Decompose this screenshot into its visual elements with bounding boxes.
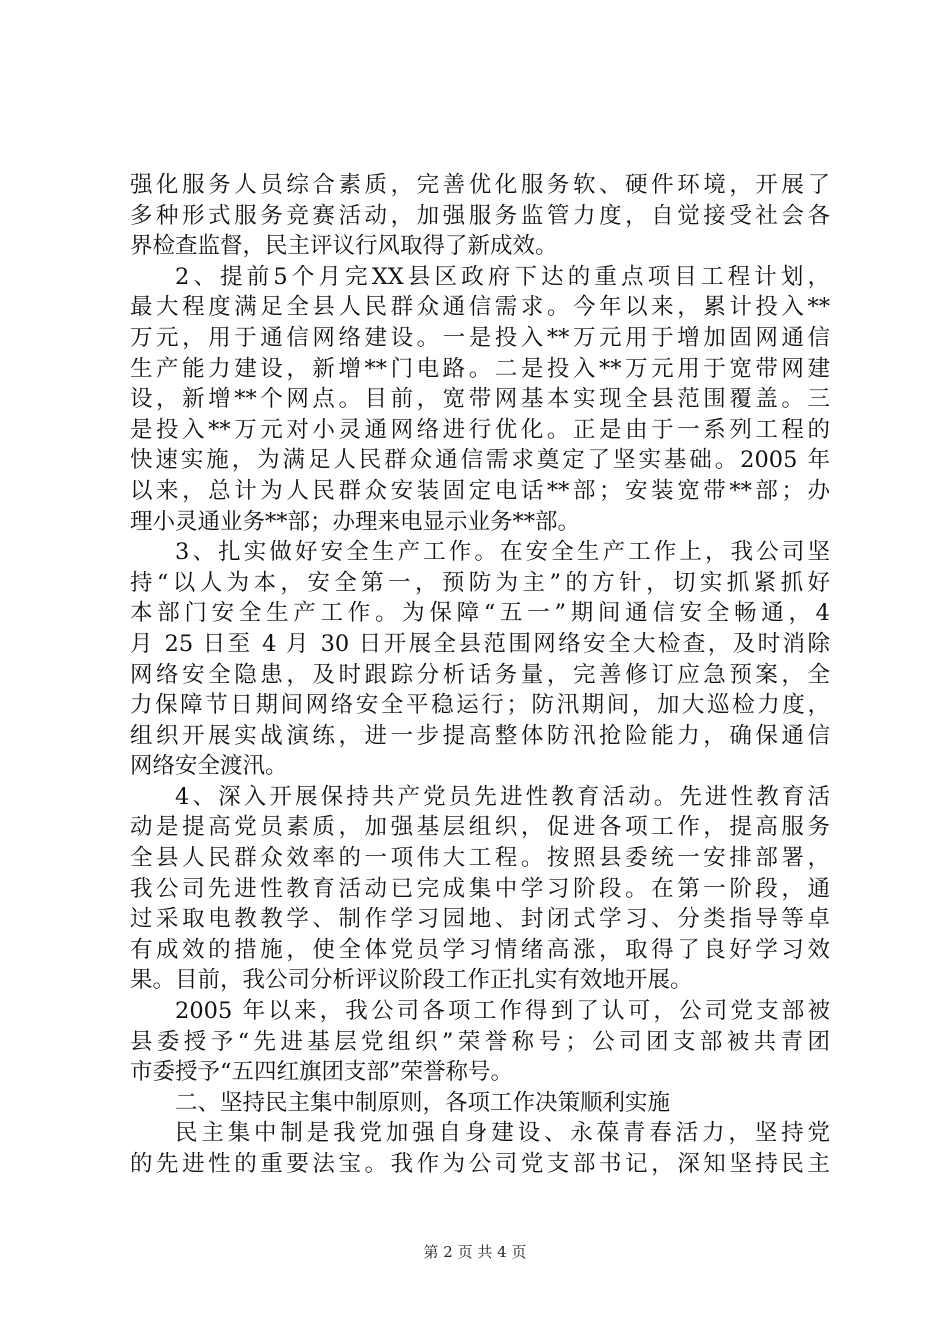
- text-line: 民主集中制是我党加强自身建设、永葆青春活力，坚持党: [175, 1120, 830, 1147]
- text-line: 网络安全渡汛。: [130, 753, 288, 780]
- text-line: 是投入**万元对小灵通网络进行优化。正是由于一系列工程的: [130, 416, 830, 443]
- text-line: 力保障节日期间网络安全平稳运行；防汛期间，加大巡检力度，: [130, 692, 830, 719]
- text-line: 的先进性的重要法宝。我作为公司党支部书记，深知坚持民主: [130, 1151, 830, 1177]
- text-line: 理小灵通业务**部；办理来电显示业务**部。: [130, 508, 581, 535]
- text-line: 强化服务人员综合素质，完善优化服务软、硬件环境，开展了: [130, 172, 830, 198]
- text-line: 过采取电教教学、制作学习园地、封闭式学习、分类指导等卓: [130, 906, 830, 933]
- text-line: 2、提前5个月完XX县区政府下达的重点项目工程计划，: [175, 263, 830, 290]
- body-text: [130, 170, 830, 1180]
- text-line: 最大程度满足全县人民群众通信需求。今年以来，累计投入**: [130, 294, 830, 321]
- text-line: 生产能力建设，新增**门电路。二是投入**万元用于宽带网建: [130, 355, 830, 382]
- page-footer: 第 2 页 共 4 页: [423, 1243, 527, 1261]
- text-line: 4、深入开展保持共产党员先进性教育活动。先进性教育活: [175, 783, 830, 810]
- text-line: 持“以人为本，安全第一，预防为主”的方针，切实抓紧抓好: [130, 569, 830, 596]
- text-line: 月 25 日至 4 月 30 日开展全县范围网络安全大检查，及时消除: [130, 630, 830, 657]
- text-line: 3、扎实做好安全生产工作。在安全生产工作上，我公司坚: [175, 539, 830, 566]
- text-line: 二、坚持民主集中制原则，各项工作决策顺利实施: [175, 1089, 671, 1116]
- text-line: 市委授予“五四红旗团支部”荣誉称号。: [130, 1059, 514, 1086]
- text-line: 县委授予“先进基层党组织”荣誉称号；公司团支部被共青团: [130, 1028, 830, 1055]
- text-line: 组织开展实战演练，进一步提高整体防汛抢险能力，确保通信: [130, 722, 830, 749]
- text-line: 全县人民群众效率的一项伟大工程。按照县委统一安排部署，: [130, 845, 830, 872]
- text-line: 快速实施，为满足人民群众通信需求奠定了坚实基础。2005 年: [130, 447, 830, 474]
- text-line: 万元，用于通信网络建设。一是投入**万元用于增加固网通信: [130, 324, 830, 351]
- text-line: 网络安全隐患，及时跟踪分析话务量，完善修订应急预案，全: [130, 661, 830, 688]
- text-line: 动是提高党员素质，加强基层组织，促进各项工作，提高服务: [130, 814, 830, 841]
- text-line: 界检查监督，民主评议行风取得了新成效。: [130, 233, 558, 260]
- text-line: 本部门安全生产工作。为保障“五一”期间通信安全畅通，4: [130, 600, 830, 627]
- text-line: 以来，总计为人民群众安装固定电话**部；安装宽带**部；办: [130, 477, 830, 504]
- text-line: 有成效的措施，使全体党员学习情绪高涨，取得了良好学习效: [130, 936, 830, 963]
- text-line: 2005 年以来，我公司各项工作得到了认可，公司党支部被: [175, 998, 830, 1025]
- text-line: 多种形式服务竞赛活动，加强服务监管力度，自觉接受社会各: [130, 202, 830, 229]
- text-line: 我公司先进性教育活动已完成集中学习阶段。在第一阶段，通: [130, 875, 830, 902]
- text-line: 设，新增**个网点。目前，宽带网基本实现全县范围覆盖。三: [130, 386, 830, 413]
- text-line: 果。目前，我公司分析评议阶段工作正扎实有效地开展。: [130, 967, 693, 994]
